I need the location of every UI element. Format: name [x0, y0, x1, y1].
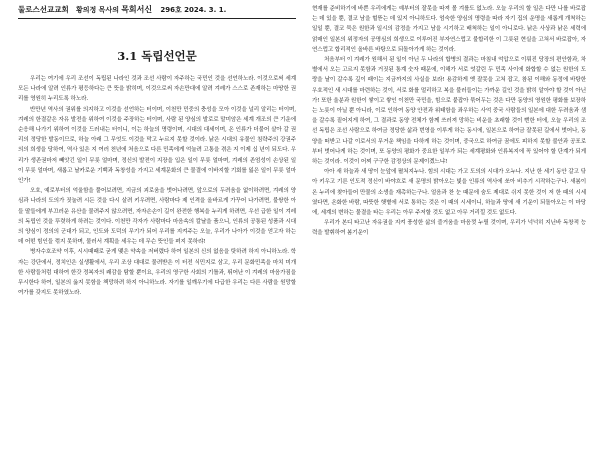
column-title: 목회서신: [121, 5, 153, 14]
paragraph: 반만년 역사의 권위를 의지하고 이것을 선언하는 터이며, 이천만 민중의 충성을 모아 이것을 널리 알리는 터이며, 겨레의 한결같은 자유 발전을 위하여 이것을 주장하는 터이며, 사람 된 양심의 발로로 말미암은 세계 개조의 큰 기운에 순응해 나가기 위하여 이것을 드러내는 터이니, 이는 하늘의 명령이며, 시대의 대세이며, 온 인류가 더불어 살아 갈 권리의 정당한 발동이므로, 하늘 아래 그 무엇도 이것을 막고 누르지 못할 것이라. 낡은 시대의 유물인 침략주의 강권주의의 희생을 당하여, 역사 있은 지 여러 천년에 처음으로 다른 민족에게 억눌려 고통을 겪은 지 이제 십 년이 되도다. 우리가 생존권마저 빼앗긴 일이 무릇 얼마며, 정신의 발전이 지장을 입은 일이 무릇 얼마며, 겨레의 존엄성이 손상된 일이 무릇 얼마며, 새롭고 날카로운 기백과 독창성을 가지고 세계문화의 큰 물결에 이바지할 기회를 잃은 일이 무릇 얼마인가!: [18, 106, 296, 185]
paragraph: 아아 새 하늘과 새 땅이 눈앞에 펼쳐지누나. 힘의 시대는 가고 도의의 시대가 오누나. 지난 한 세기 동안 갈고 닦아 키우고 기른 인도적 정신이 바야흐로 새 문명의 밝아오는 빛을 인류의 역사에 쏘아 비추기 시작하는구나. 새봄이 온 누리에 찾아들어 만물의 소생을 재촉하는구나. 얼음과 찬 눈 때문에 숨도 제대로 쉬지 못한 것이 저 한 때의 시세였다면, 온화한 바람, 따뜻한 햇볕에 서로 통하는 것은 이 때의 시세이니, 하늘과 땅에 새 기운이 되돌아오는 이 마당에, 세계의 변하는 물결을 타는 우리는 아무 주저할 것도 없고 아무 거리낄 것도 없도다.: [312, 169, 586, 217]
newsletter-header: [18, 4, 296, 19]
paragraph: 우리가 본디 타고난 자유권을 지켜 풍성한 삶의 즐거움을 마음껏 누릴 것이며, 우리가 넉넉히 지닌바 독창적 능력을 발휘하여 봄기운이: [312, 220, 586, 237]
paragraph: 병자수호조약 이후, 시시때때로 굳게 맺은 약속을 저버렸다 하여 일본의 신의 없음을 탓하려 하지 아니하노라. 학자는 강단에서, 정치인은 실생활에서, 우리 조상 대대로 물려받은 이 터전 식민지로 삼고, 우리 문화민족을 마치 미개한 사람들처럼 대하여 한갓 정복자의 쾌감을 탐할 뿐이요, 우리의 영구한 사회의 기틀과, 뛰어난 이 겨레의 마음가짐을 무시한다 하여, 일본의 옳지 못함을 책망하려 하지 아니하노라. 자기를 일깨우기에 다급한 우리는 다른 사람을 원망할 여가를 갖지도 못하였노라.: [18, 249, 296, 297]
article-title: 3.1 독립선언문: [117, 49, 197, 63]
paragraph: 처음부터 이 겨레가 원해서 된 일이 아닌 두 나라의 합병의 결과는 마침내 억압으로 이뤄진 당장의 편안함과, 차별에서 오는 고르지 못함과 거짓된 통계 숫자 때문에, 이해가 서로 엇갈린 두 민족 사이에 화합할 수 없는 원한의 도랑을 날이 갈수록 깊이 패이는 지금까지의 사실을 보라! 용감하게 옛 잘못을 고쳐 잡고, 참된 이해와 동정에 바탕한 우호적인 새 시대를 마련하는 것이, 서로 화를 멀리하고 복을 불러들이는 가까운 길인 것을 밝히 알아야 할 것이 아닌가! 또한 울분과 원한이 쌓이고 쌓인 이천만 국민을, 힘으로 붙잡아 묶어두는 것은 다만 동양의 영원한 평화를 보장하는 노릇이 아닐 뿐 아니라, 이로 인하여 동양 안전과 위태함을 좌우하는 사억 중국 사람들의 일본에 대한 두려움과 샘을 갈수록 짙어지게 하여, 그 결과로 동양 전체가 함께 쓰러져 망하는 비운을 초래할 것이 뻔한 터에, 오늘 우리의 조선 독립은 조선 사람으로 하여금 정당한 삶과 번영을 이루게 하는 동시에, 일본으로 하여금 잘못된 길에서 벗어나, 동양을 떠받고 나갈 이로서의 무거운 책임을 다하게 하는 것이며, 중국으로 하여금 꿈에도 피하지 못할 불안과 공포로부터 벗어나게 하는 것이며, 또 동양의 평화가 중요한 일부가 되는 세계평화와 인류복지에 꼭 있어야 할 단계가 되게 하는 것이라. 이것이 어찌 구구한 감정상의 문제이겠느냐!: [312, 57, 586, 166]
right-column: [312, 4, 586, 460]
issue-info: 296호 2024. 3. 1.: [160, 6, 227, 14]
paragraph: 오호, 예로부터의 억울함을 풀어보려면, 지금의 괴로움을 벗어나려면, 앞으로의 두려움을 없이하려면, 겨레의 양심과 나라의 도의가 짓눌려 시든 것을 다시 살려 키우려면, 사람마다 제 인격을 올바르게 가꾸어 나가려면, 불쌍한 아들 딸들에게 부끄러운 유산을 물려주지 않으려면, 자자손손이 길이 완전한 행복을 누리게 하려면, 우선 급한 일이 겨레의 독립인 것을 뚜렷하게 하려는 것이다. 이천만 각자가 사람마다 마음속의 칼날을 품으니, 인류의 공통된 성품과 시대의 양심이 정의의 군대가 되고, 인도와 도덕의 무기가 되어 우리를 지켜주는 오늘, 우리가 나아가 이것을 얻고자 하는 데 어떤 힘인들 꺾지 못하며, 물러서 계획을 세우는 데 무슨 뜻인들 펴지 못하랴!: [18, 188, 296, 246]
church-name: 둘로스선교교회: [18, 5, 69, 14]
left-column: [18, 74, 296, 460]
paragraph: 우리는 여기에 우리 조선이 독립된 나라인 것과 조선 사람이 자주하는 국민인 것을 선언하노라. 이것으로써 세계 모든 나라에 알려 인류가 평등하다는 큰 뜻을 밝히며, 이것으로써 자손만대에 알려 겨레가 스스로 존재하는 마땅한 권리를 영원히 누리도록 하노라.: [18, 76, 296, 103]
paragraph: 현재를 준비하기에 바쁜 우리에게는 예부터의 잘못을 따져 볼 겨를도 없노라. 오늘 우리의 할 일은 다만 나를 바로잡는 데 있을 뿐, 결코 남을 헐뜯는 데 있지 아니하도다. 엄숙한 양심의 명령을 따라 자기 집의 운명을 새롭게 개척하는 일일 뿐, 결코 묵은 원한과 일시의 감정을 가지고 남을 시기하고 배척하는 일이 아니로다. 낡은 사상과 낡은 세력에 얽매인 일본의 위정자의 공명심의 희생으로 이루어진 부자연스럽고 불합리한 이 그릇된 현실을 고쳐서 바로잡아, 자연스럽고 합리적인 올바른 바탕으로 되돌아가게 하는 것이라.: [312, 6, 586, 53]
author-name: 황의정 목사의: [75, 6, 119, 14]
